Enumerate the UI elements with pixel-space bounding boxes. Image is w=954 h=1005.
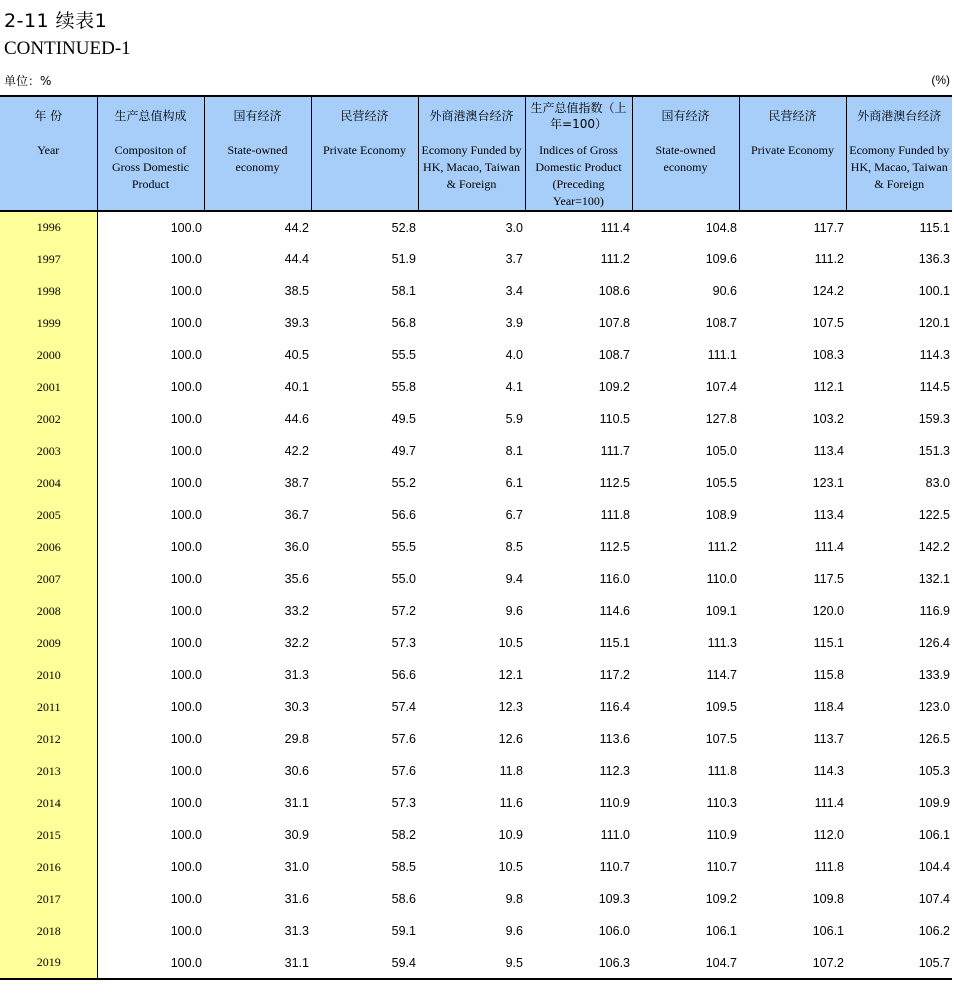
value-cell: 106.1	[705, 924, 737, 938]
value-cell: 100.0	[170, 444, 202, 458]
table-row	[0, 563, 952, 595]
column-header-4	[418, 96, 525, 211]
year-cell: 1998	[0, 275, 97, 307]
value-cell: 100.0	[170, 892, 202, 906]
year-cell: 2012	[0, 723, 97, 755]
table-header	[0, 96, 952, 211]
value-cell: 111.2	[707, 540, 737, 554]
value-cell: 100.1	[918, 284, 950, 298]
value-cell: 151.3	[918, 444, 950, 458]
value-cell: 105.5	[705, 476, 737, 490]
value-cell: 111.4	[814, 796, 844, 810]
value-cell: 116.4	[599, 700, 630, 714]
value-cell: 4.1	[505, 380, 523, 394]
value-cell: 31.1	[204, 947, 311, 979]
value-cell: 114.3	[919, 348, 950, 362]
value-cell: 113.4	[813, 508, 844, 522]
value-cell: 108.6	[598, 284, 630, 298]
value-cell: 111.2	[600, 252, 630, 266]
value-cell: 9.6	[505, 924, 523, 938]
value-cell: 107.4	[918, 892, 950, 906]
column-header-en: Private Economy	[323, 143, 406, 157]
year-cell: 2013	[0, 755, 97, 787]
value-cell: 108.7	[705, 316, 737, 330]
value-cell: 105.7	[846, 947, 952, 979]
year-cell: 2000	[0, 339, 97, 371]
year-cell: 2003	[0, 435, 97, 467]
value-cell: 114.3	[813, 764, 844, 778]
value-cell: 58.2	[391, 828, 416, 842]
value-cell: 106.0	[598, 924, 630, 938]
year-cell: 2019	[0, 947, 97, 979]
value-cell: 55.5	[391, 540, 416, 554]
value-cell: 31.1	[284, 796, 309, 810]
value-cell: 100.0	[170, 380, 202, 394]
value-cell: 115.1	[599, 636, 630, 650]
value-cell: 9.5	[418, 947, 525, 979]
column-header-1	[97, 96, 204, 211]
table-row	[0, 947, 952, 979]
value-cell: 4.0	[505, 348, 523, 362]
column-header-en: State-owned economy	[655, 143, 716, 174]
value-cell: 107.5	[705, 732, 737, 746]
value-cell: 31.6	[284, 892, 309, 906]
column-header-5	[525, 96, 632, 211]
value-cell: 57.3	[391, 796, 416, 810]
value-cell: 107.4	[705, 380, 737, 394]
column-header-en: Indices of Gross Domestic Product (Preceding Year=100)	[535, 143, 622, 208]
value-cell: 36.7	[284, 508, 309, 522]
value-cell: 83.0	[925, 476, 950, 490]
year-cell: 1997	[0, 243, 97, 275]
value-cell: 112.5	[599, 476, 630, 490]
value-cell: 100.0	[170, 700, 202, 714]
value-cell: 115.1	[813, 636, 844, 650]
table-row	[0, 723, 952, 755]
value-cell: 100.0	[170, 540, 202, 554]
value-cell: 100.0	[170, 860, 202, 874]
value-cell: 109.2	[598, 380, 630, 394]
table-row	[0, 371, 952, 403]
value-cell: 100.0	[170, 252, 202, 266]
table-number-title: 2-11 续表1	[4, 10, 108, 32]
value-cell: 56.8	[391, 316, 416, 330]
table-row	[0, 819, 952, 851]
value-cell: 10.5	[498, 860, 523, 874]
value-cell: 110.7	[706, 860, 737, 874]
table-row	[0, 435, 952, 467]
value-cell: 111.8	[600, 508, 630, 522]
value-cell: 44.4	[284, 252, 309, 266]
value-cell: 107.5	[812, 316, 844, 330]
value-cell: 55.2	[391, 476, 416, 490]
value-cell: 40.5	[284, 348, 309, 362]
year-cell: 1999	[0, 307, 97, 339]
table-row	[0, 307, 952, 339]
value-cell: 100.0	[170, 732, 202, 746]
value-cell: 159.3	[918, 412, 950, 426]
column-header-cn: 生产总值构成	[114, 109, 187, 123]
table-row	[0, 851, 952, 883]
value-cell: 108.7	[598, 348, 630, 362]
value-cell: 110.9	[599, 796, 630, 810]
value-cell: 100.0	[170, 508, 202, 522]
value-cell: 107.8	[598, 316, 630, 330]
value-cell: 113.7	[813, 732, 844, 746]
column-header-en: Ecomony Funded by HK, Macao, Taiwan & Foreign	[849, 143, 950, 191]
value-cell: 100.0	[170, 316, 202, 330]
value-cell: 59.1	[391, 924, 416, 938]
value-cell: 126.4	[918, 636, 950, 650]
value-cell: 117.2	[599, 668, 630, 682]
value-cell: 32.2	[284, 636, 309, 650]
value-cell: 5.9	[505, 412, 523, 426]
value-cell: 132.1	[918, 572, 950, 586]
value-cell: 111.8	[707, 764, 737, 778]
year-cell: 2006	[0, 531, 97, 563]
value-cell: 11.8	[499, 764, 523, 778]
year-cell: 2002	[0, 403, 97, 435]
value-cell: 109.2	[705, 892, 737, 906]
column-header-cn: 民营经济	[340, 109, 389, 123]
year-cell: 1996	[0, 211, 97, 243]
value-cell: 35.6	[284, 572, 309, 586]
value-cell: 8.1	[505, 444, 523, 458]
value-cell: 103.2	[812, 412, 844, 426]
value-cell: 109.6	[705, 252, 737, 266]
value-cell: 112.1	[813, 380, 844, 394]
value-cell: 10.9	[498, 828, 523, 842]
table-row	[0, 787, 952, 819]
value-cell: 104.8	[705, 220, 737, 235]
value-cell: 109.1	[705, 604, 737, 618]
value-cell: 3.9	[505, 316, 523, 330]
value-cell: 3.0	[505, 220, 523, 235]
value-cell: 110.0	[706, 572, 737, 586]
value-cell: 108.3	[812, 348, 844, 362]
value-cell: 44.2	[284, 220, 309, 235]
table-continued-title: CONTINUED-1	[4, 38, 131, 59]
value-cell: 110.5	[599, 412, 630, 426]
value-cell: 30.3	[284, 700, 309, 714]
column-header-cn: 民营经济	[768, 109, 817, 123]
value-cell: 104.4	[918, 860, 950, 874]
value-cell: 44.6	[284, 412, 309, 426]
value-cell: 100.0	[170, 604, 202, 618]
value-cell: 113.6	[599, 732, 630, 746]
column-header-cn: 生产总值指数（上年=100）	[530, 101, 627, 131]
unit-label-cn: 单位：%	[4, 74, 52, 88]
value-cell: 57.3	[391, 636, 416, 650]
column-header-en: Compositon of Gross Domestic Product	[112, 143, 189, 191]
table-row	[0, 531, 952, 563]
year-cell: 2005	[0, 499, 97, 531]
value-cell: 51.9	[391, 252, 416, 266]
value-cell: 9.8	[505, 892, 523, 906]
value-cell: 12.1	[498, 668, 523, 682]
header-row	[0, 96, 952, 211]
value-cell: 39.3	[284, 316, 309, 330]
value-cell: 107.2	[739, 947, 846, 979]
column-header-cn: 年 份	[34, 109, 63, 123]
value-cell: 42.2	[284, 444, 309, 458]
value-cell: 111.2	[814, 252, 844, 266]
value-cell: 111.7	[600, 444, 630, 458]
value-cell: 124.2	[812, 284, 844, 298]
value-cell: 106.1	[812, 924, 844, 938]
value-cell: 55.8	[391, 380, 416, 394]
year-cell: 2008	[0, 595, 97, 627]
table-row	[0, 467, 952, 499]
table-body	[0, 211, 952, 979]
value-cell: 112.3	[599, 764, 630, 778]
table-row	[0, 595, 952, 627]
value-cell: 116.9	[919, 604, 950, 618]
column-header-8	[846, 96, 952, 211]
value-cell: 112.0	[813, 828, 844, 842]
value-cell: 136.3	[918, 252, 950, 266]
column-header-cn: 外商港澳台经济	[429, 109, 514, 123]
column-header-cn: 国有经济	[233, 109, 282, 123]
year-cell: 2007	[0, 563, 97, 595]
value-cell: 111.4	[600, 220, 630, 235]
value-cell: 29.8	[284, 732, 309, 746]
value-cell: 115.1	[919, 220, 950, 235]
value-cell: 115.8	[813, 668, 844, 682]
value-cell: 111.8	[814, 860, 844, 874]
year-cell: 2004	[0, 467, 97, 499]
value-cell: 55.5	[391, 348, 416, 362]
value-cell: 30.9	[284, 828, 309, 842]
value-cell: 108.9	[705, 508, 737, 522]
unit-label-en: (%)	[931, 73, 950, 87]
value-cell: 106.2	[918, 924, 950, 938]
value-cell: 109.5	[705, 700, 737, 714]
value-cell: 114.6	[599, 604, 630, 618]
value-cell: 40.1	[284, 380, 309, 394]
value-cell: 105.0	[705, 444, 737, 458]
value-cell: 58.6	[391, 892, 416, 906]
table-row	[0, 883, 952, 915]
value-cell: 100.0	[170, 572, 202, 586]
value-cell: 38.5	[284, 284, 309, 298]
value-cell: 106.3	[525, 947, 632, 979]
value-cell: 104.7	[632, 947, 739, 979]
value-cell: 9.6	[505, 604, 523, 618]
year-cell: 2011	[0, 691, 97, 723]
table-row	[0, 691, 952, 723]
value-cell: 117.5	[813, 572, 844, 586]
value-cell: 133.9	[918, 668, 950, 682]
value-cell: 8.5	[505, 540, 523, 554]
year-cell: 2016	[0, 851, 97, 883]
value-cell: 100.0	[170, 476, 202, 490]
value-cell: 58.1	[391, 284, 416, 298]
value-cell: 11.6	[499, 796, 523, 810]
value-cell: 49.7	[391, 444, 416, 458]
year-cell: 2017	[0, 883, 97, 915]
year-cell: 2018	[0, 915, 97, 947]
value-cell: 116.0	[599, 572, 630, 586]
value-cell: 55.0	[391, 572, 416, 586]
year-cell: 2001	[0, 371, 97, 403]
value-cell: 110.7	[599, 860, 630, 874]
value-cell: 100.0	[170, 284, 202, 298]
value-cell: 110.3	[706, 796, 737, 810]
value-cell: 9.4	[505, 572, 523, 586]
value-cell: 57.6	[391, 732, 416, 746]
value-cell: 90.6	[712, 284, 737, 298]
value-cell: 52.8	[391, 220, 416, 235]
value-cell: 100.0	[170, 348, 202, 362]
table-row	[0, 243, 952, 275]
value-cell: 100.0	[170, 636, 202, 650]
table-row	[0, 755, 952, 787]
value-cell: 106.1	[918, 828, 950, 842]
column-header-en: Year	[37, 143, 60, 157]
value-cell: 56.6	[391, 508, 416, 522]
value-cell: 57.2	[391, 604, 416, 618]
column-header-3	[311, 96, 418, 211]
table-row	[0, 659, 952, 691]
table-row	[0, 211, 952, 243]
value-cell: 30.6	[284, 764, 309, 778]
year-cell: 2015	[0, 819, 97, 851]
value-cell: 109.8	[812, 892, 844, 906]
value-cell: 56.6	[391, 668, 416, 682]
value-cell: 123.0	[918, 700, 950, 714]
value-cell: 100.0	[170, 668, 202, 682]
value-cell: 114.5	[919, 380, 950, 394]
table-row	[0, 499, 952, 531]
value-cell: 100.0	[170, 828, 202, 842]
year-cell: 2014	[0, 787, 97, 819]
column-header-2	[204, 96, 311, 211]
table-row	[0, 275, 952, 307]
column-header-cn: 国有经济	[661, 109, 710, 123]
value-cell: 3.7	[505, 252, 523, 266]
value-cell: 126.5	[918, 732, 950, 746]
value-cell: 118.4	[813, 700, 844, 714]
value-cell: 113.4	[813, 444, 844, 458]
value-cell: 112.5	[599, 540, 630, 554]
value-cell: 120.1	[918, 316, 950, 330]
column-header-cn: 外商港澳台经济	[857, 109, 942, 123]
column-header-0	[0, 96, 97, 211]
value-cell: 57.6	[391, 764, 416, 778]
value-cell: 6.7	[505, 508, 523, 522]
value-cell: 57.4	[391, 700, 416, 714]
value-cell: 110.9	[706, 828, 737, 842]
value-cell: 31.0	[284, 860, 309, 874]
value-cell: 117.7	[813, 220, 844, 235]
value-cell: 100.0	[170, 924, 202, 938]
value-cell: 12.6	[498, 732, 523, 746]
value-cell: 31.3	[284, 668, 309, 682]
value-cell: 12.3	[498, 700, 523, 714]
value-cell: 111.3	[707, 636, 737, 650]
value-cell: 142.2	[918, 540, 950, 554]
value-cell: 127.8	[705, 412, 737, 426]
value-cell: 10.5	[498, 636, 523, 650]
statistics-table	[0, 95, 952, 980]
year-cell: 2009	[0, 627, 97, 659]
value-cell: 6.1	[505, 476, 523, 490]
value-cell: 38.7	[284, 476, 309, 490]
value-cell: 31.3	[284, 924, 309, 938]
value-cell: 100.0	[170, 412, 202, 426]
year-cell: 2010	[0, 659, 97, 691]
value-cell: 123.1	[812, 476, 844, 490]
value-cell: 100.0	[170, 796, 202, 810]
value-cell: 100.0	[97, 947, 204, 979]
value-cell: 3.4	[505, 284, 523, 298]
column-header-en: Ecomony Funded by HK, Macao, Taiwan & Foreign	[421, 143, 522, 191]
table-row	[0, 403, 952, 435]
value-cell: 100.0	[170, 764, 202, 778]
column-header-en: Private Economy	[751, 143, 834, 157]
value-cell: 33.2	[284, 604, 309, 618]
value-cell: 109.9	[918, 796, 950, 810]
value-cell: 120.0	[812, 604, 844, 618]
column-header-en: State-owned economy	[227, 143, 288, 174]
value-cell: 49.5	[391, 412, 416, 426]
value-cell: 105.3	[918, 764, 950, 778]
table-row	[0, 915, 952, 947]
value-cell: 111.1	[707, 348, 737, 362]
value-cell: 36.0	[284, 540, 309, 554]
table-row	[0, 339, 952, 371]
value-cell: 59.4	[311, 947, 418, 979]
value-cell: 122.5	[918, 508, 950, 522]
value-cell: 114.7	[706, 668, 737, 682]
table-row	[0, 627, 952, 659]
value-cell: 111.0	[600, 828, 630, 842]
value-cell: 109.3	[598, 892, 630, 906]
column-header-7	[739, 96, 846, 211]
value-cell: 111.4	[814, 540, 844, 554]
value-cell: 58.5	[391, 860, 416, 874]
column-header-6	[632, 96, 739, 211]
value-cell: 100.0	[170, 220, 202, 235]
